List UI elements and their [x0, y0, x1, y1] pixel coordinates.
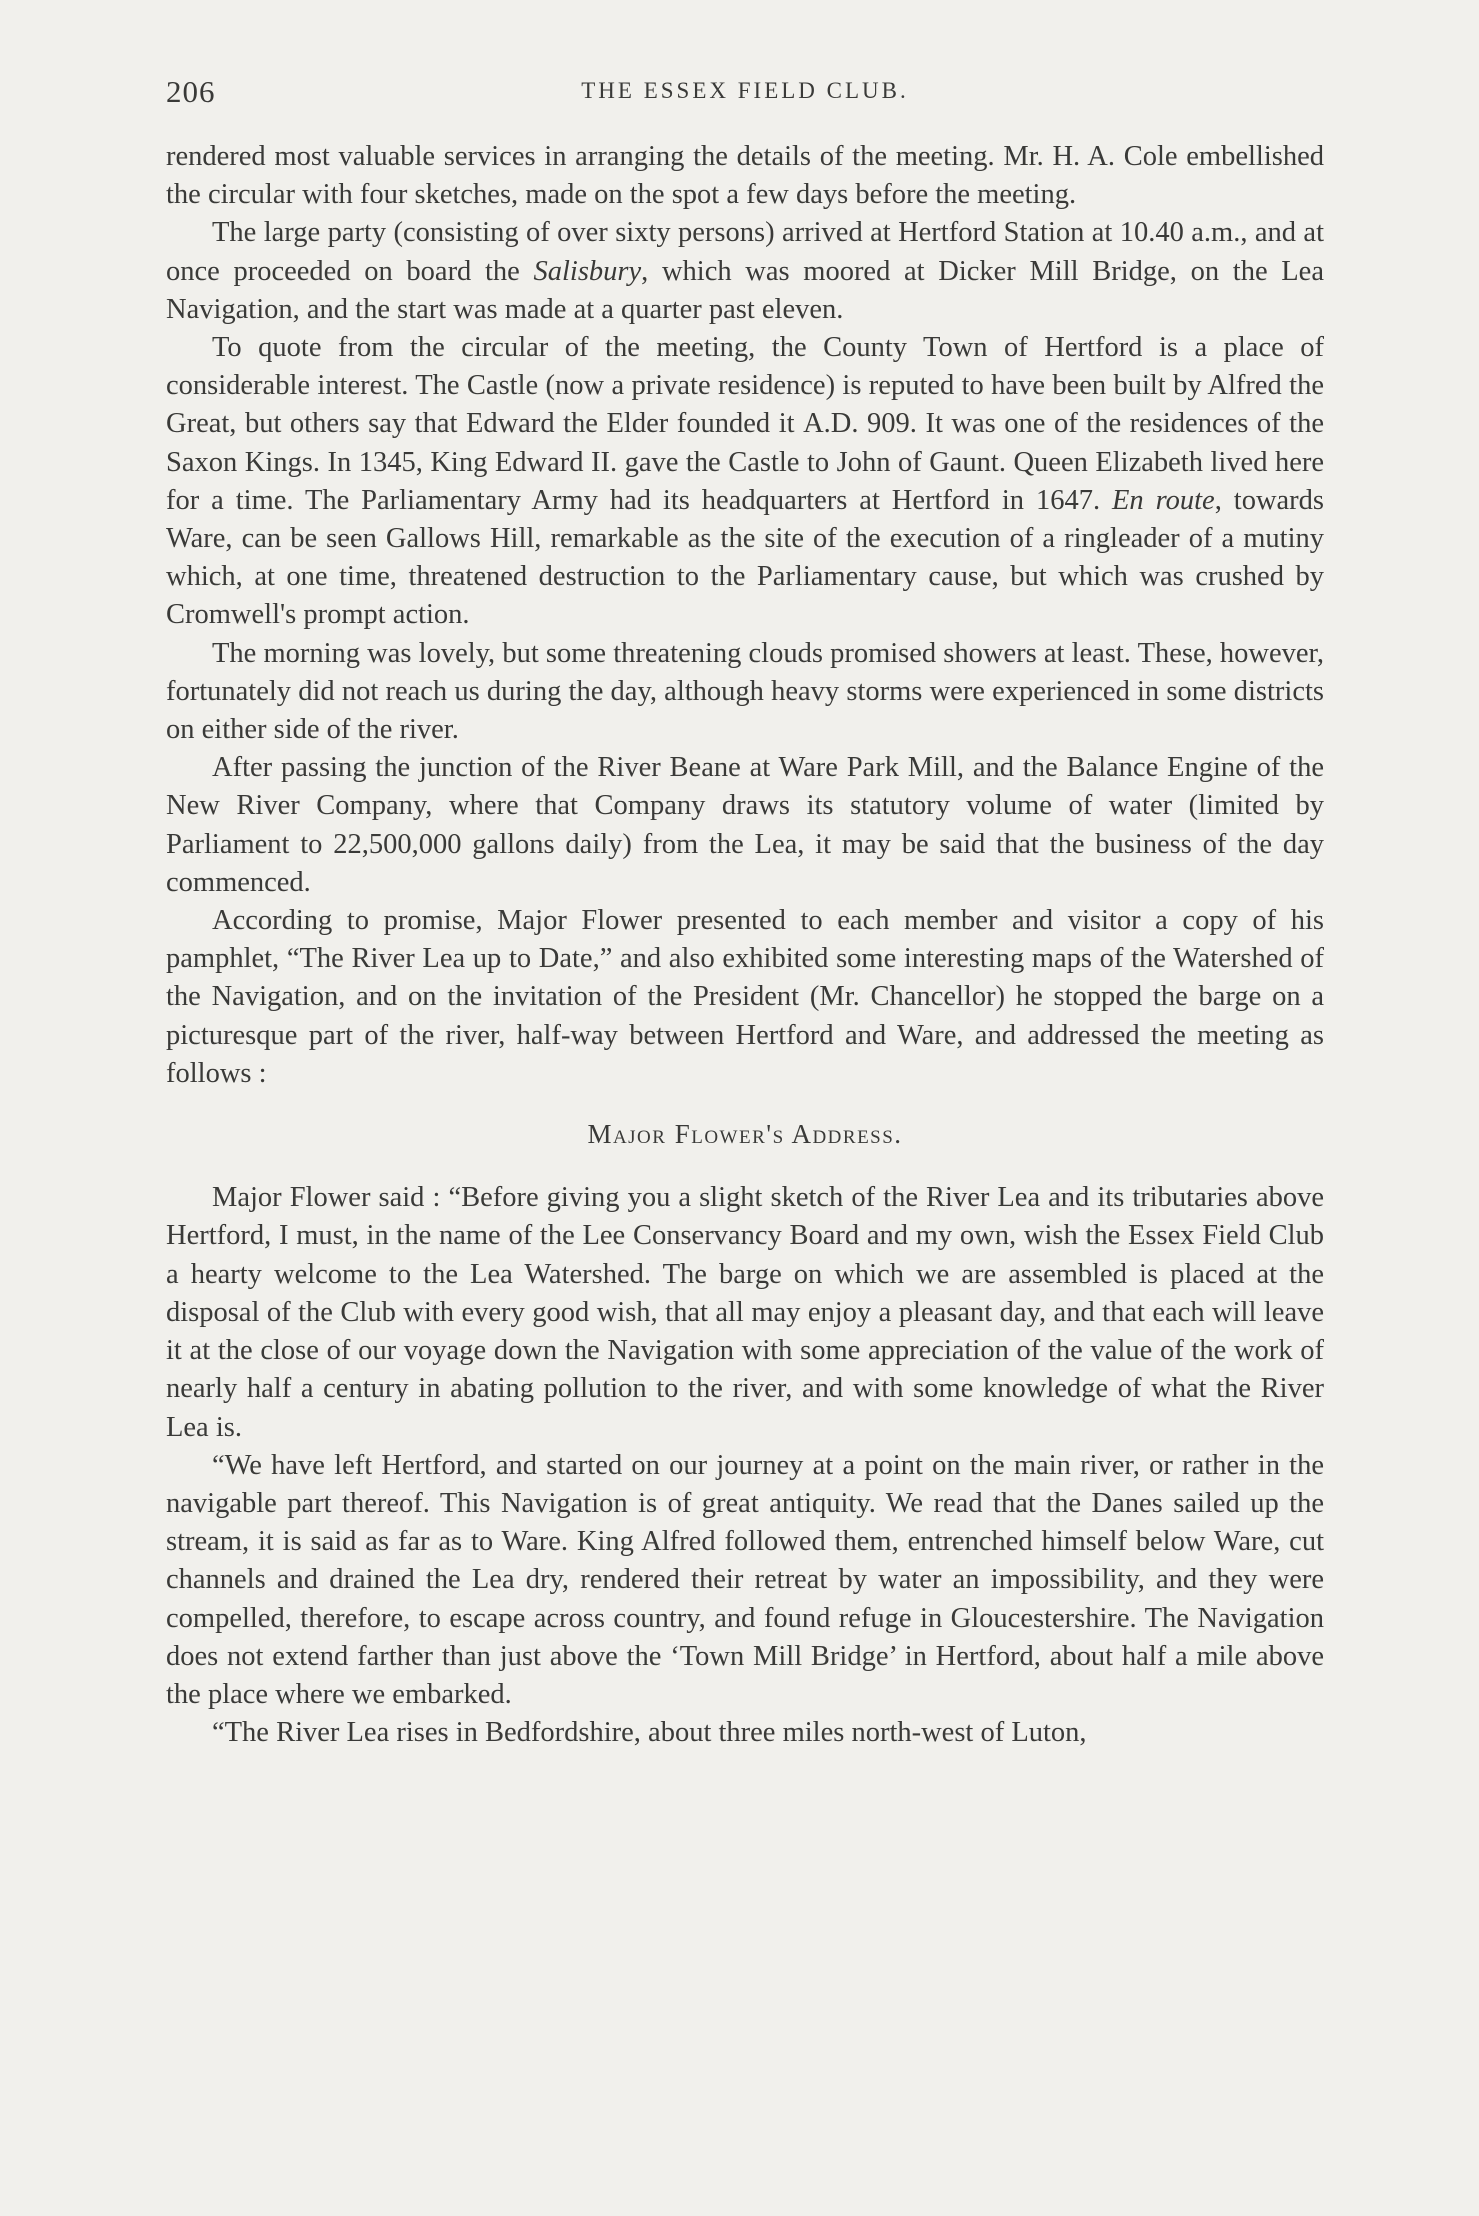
- body-text: [166, 138, 1324, 1752]
- italic-phrase: En route: [1112, 484, 1215, 516]
- paragraph-pamphlet: According to promise, Major Flower presented to each member and visitor a copy of his pamphlet, “The River Lea up to Date,” and also exhibited some interesting maps of the Watershed of the Navigation, and on the invitation of the President (Mr. Chancellor) he stopped the barge on a picturesque part of the river, half-way between Hertford and Ware, and addressed the meeting as follows :: [166, 905, 1324, 1089]
- page-header: [166, 74, 1324, 114]
- paragraph-river-source: “The River Lea rises in Bedfordshire, about three miles north-west of Luton,: [212, 1717, 1087, 1749]
- paragraph-continued: rendered most valuable services in arranging the details of the meeting. Mr. H. A. Cole embellished the circular with four sketches, made on the spot a few days before the meeting.: [166, 141, 1324, 211]
- paragraph-address-opening: Major Flower said : “Before giving you a slight sketch of the River Lea and its tributaries above Hertford, I must, in the name of the Lee Conservancy Board and my own, wish the Essex Field Club a hearty welcome to the Lea Watershed. The barge on which we are assembled is placed at the disposal of the Club with every good wish, that all may enjoy a pleasant day, and that each will leave it at the close of our voyage down the Navigation with some appreciation of the value of the work of nearly half a century in abating pollution to the river, and with some knowledge of what the River Lea is.: [166, 1182, 1324, 1443]
- paragraph-weather: The morning was lovely, but some threatening clouds promised showers at least. These, however, fortunately did not reach us during the day, although heavy storms were experienced in some districts on either side of the river.: [166, 637, 1324, 746]
- section-heading: Major Flower's Address.: [587, 1119, 903, 1150]
- ship-name: Salisbury: [533, 255, 642, 287]
- paragraph-text: To quote from the circular of the meeting, the County Town of Hertford is a place of considerable interest. The Castle (now a private residence) is reputed to have been built by Alfred the Great, but others say that Edward the Elder founded it: [166, 332, 1324, 440]
- paragraph-text: , which was moored at Dicker Mill Bridge, on the Lea Navigation, and the start was made at a quarter past eleven.: [166, 255, 1324, 325]
- paragraph-text: 909. It was one of the residences of the Saxon Kings. In 1345, King Edward II. gave the Castle to John of Gaunt. Queen Elizabeth lived here for a time. The Parliamentary Army had its headquarters at Hertford in 1647.: [166, 408, 1324, 516]
- paragraph-arrival: [166, 214, 1324, 329]
- paragraph-hertford-history: [166, 329, 1324, 635]
- running-title: THE ESSEX FIELD CLUB.: [581, 78, 909, 103]
- anno-domini: A.D.: [803, 408, 859, 440]
- paragraph-text: , towards Ware, can be seen Gallows Hill, remarkable as the site of the execution of a ringleader of a mutiny which, at one time, threatened destruction to the Parliamentary cause, but which was crushed by Cromwell's prompt action.: [166, 484, 1325, 631]
- page-number: 206: [166, 74, 216, 109]
- paragraph-navigation-history: “We have left Hertford, and started on our journey at a point on the main river, or rather in the navigable part thereof. This Navigation is of great antiquity. We read that the Danes sailed up the stream, it is said as far as to Ware. King Alfred followed them, entrenched himself below Ware, cut channels and drained the Lea dry, rendered their retreat by water an impossibility, and they were compelled, therefore, to escape across country, and found refuge in Gloucestershire. The Navigation does not extend farther than just above the ‘Town Mill Bridge’ in Hertford, about half a mile above the place where we embarked.: [166, 1449, 1324, 1710]
- paragraph-text: The large party (consisting of over sixty persons) arrived at Hertford Station at 10.40 a.m., and at once proceeded on board the: [166, 217, 1324, 287]
- paragraph-river-beane: After passing the junction of the River Beane at Ware Park Mill, and the Balance Engine of the New River Company, where that Company draws its statutory volume of water (limited by Parliament to 22,500,000 gallons daily) from the Lea, it may be said that the business of the day commenced.: [166, 752, 1324, 898]
